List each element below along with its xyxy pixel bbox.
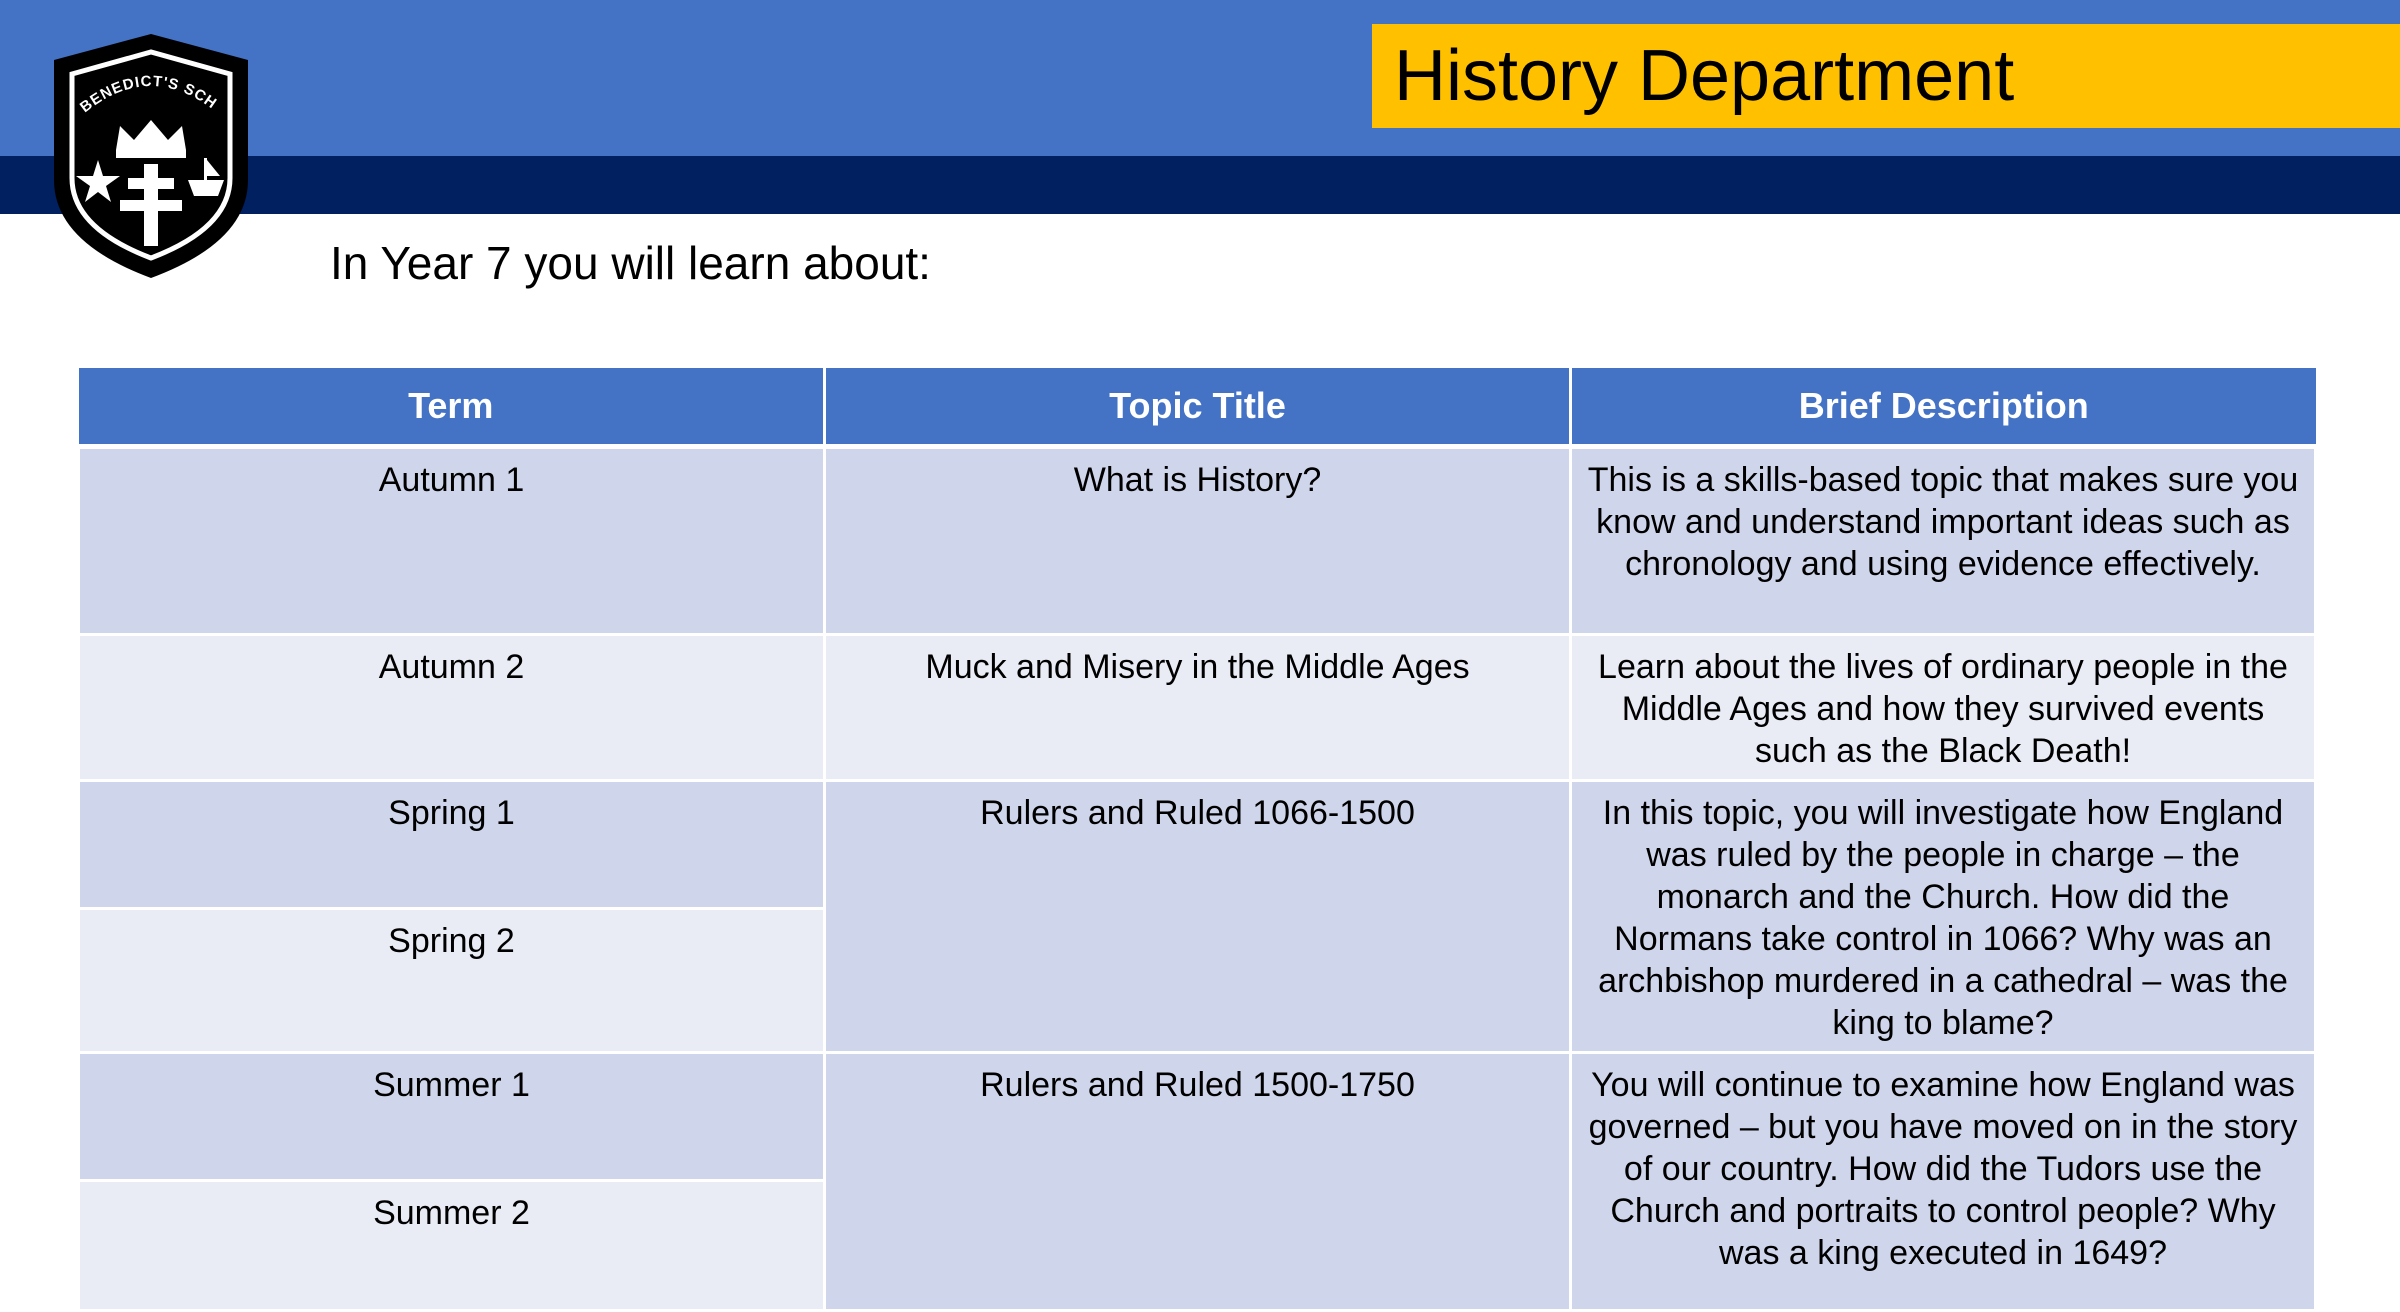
- topic-cell: Muck and Misery in the Middle Ages: [825, 635, 1571, 781]
- column-header-description: Brief Description: [1571, 368, 2316, 447]
- term-cell: Autumn 1: [79, 447, 825, 635]
- topic-cell: Rulers and Ruled 1500-1750: [825, 1053, 1571, 1311]
- table-row: [79, 781, 2316, 909]
- description-cell: In this topic, you will investigate how England was ruled by the people in charge – the monarch and the Church. How did the Normans take control in 1066? Why was an archbishop murdered in a cathedral – was the king to blame?: [1571, 781, 2316, 1053]
- column-header-term: Term: [79, 368, 825, 447]
- table-row: [79, 447, 2316, 635]
- topic-cell: Rulers and Ruled 1066-1500: [825, 781, 1571, 1053]
- table-row: [79, 1053, 2316, 1181]
- term-cell: Spring 2: [79, 909, 825, 1053]
- curriculum-table: [77, 368, 2314, 1312]
- school-crest-icon: [46, 30, 256, 282]
- column-header-topic: Topic Title: [825, 368, 1571, 447]
- description-cell: This is a skills-based topic that makes sure you know and understand important ideas such as chronology and using evidence effectively.: [1571, 447, 2316, 635]
- topic-cell: What is History?: [825, 447, 1571, 635]
- table-row: [79, 635, 2316, 781]
- intro-text: In Year 7 you will learn about:: [330, 237, 931, 289]
- title-box: [1372, 24, 2400, 128]
- page-title: History Department: [1394, 36, 2015, 116]
- crest-text: BENEDICT'S SCH: [76, 72, 221, 117]
- header-stripe: [0, 156, 2400, 214]
- term-cell: Spring 1: [79, 781, 825, 909]
- description-cell: Learn about the lives of ordinary people in the Middle Ages and how they survived events such as the Black Death!: [1571, 635, 2316, 781]
- description-cell: You will continue to examine how England was governed – but you have moved on in the story of our country. How did the Tudors use the Church and portraits to control people? Why was a king executed in 1649?: [1571, 1053, 2316, 1311]
- term-cell: Summer 1: [79, 1053, 825, 1181]
- term-cell: Autumn 2: [79, 635, 825, 781]
- table-header-row: [79, 368, 2316, 447]
- term-cell: Summer 2: [79, 1181, 825, 1311]
